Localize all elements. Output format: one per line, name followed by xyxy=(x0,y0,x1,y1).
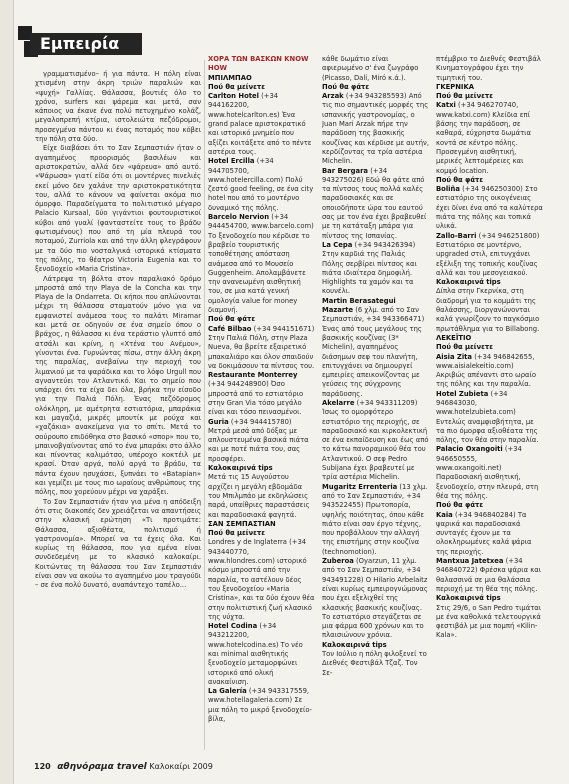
venue-description: (+34 946840722) Φρέσκα ψάρια και θαλασσινά σε μια θαλάσσια περιοχή με τη θέα της πόλης. xyxy=(436,557,542,593)
guide-entry xyxy=(436,604,544,641)
guide-entry xyxy=(436,176,544,185)
guide-entry xyxy=(322,83,429,92)
venue-description: (+34 946270740, www.katxi.com) Κλείδια επί βάσης την παράδοση, σε καθαρά, εύχρηστα δωμάτια κοντά σε κέντρο πόλης. Προσεγμένη αισθητική, μερικές λεπτομέρειες και κομψό location. xyxy=(436,101,531,175)
venue-description: (+34 946250300) Στο εστιατόριο της οικογένειας έχει δίνει ένα από τα καλύτερα πιάτα της πόλης και τοπικά υλικά. xyxy=(436,185,543,231)
guide-entry xyxy=(436,511,544,557)
guide-entry xyxy=(208,157,315,213)
venue-name: Hotel Zubieta xyxy=(436,389,489,398)
venue-description: (+34 946650555, www.oxangoiti.net) Παραδοσιακή αισθητική, ξενοδοχείο, στην πλευρά, στη θέα της πόλης. xyxy=(436,445,539,500)
venue-description: (13 χλμ. από το Σαν Σεμπαστιάν, +34 943522455) Πρωτοπορία, υψηλής ποιότητας, όπου κάθε πιάτο είναι σαν έργο τέχνης, που προβάλλουν την αλλαγή της επιστήμης στην κουζίνα (technomotion). xyxy=(322,482,428,556)
guide-entry xyxy=(322,641,429,650)
venue-description: Τον Ιούλιο η πόλη φιλοξενεί το Διεθνές Φεστιβάλ Τζαζ. Τον Σε- xyxy=(322,650,427,677)
venue-description: κάθε δωμάτιο είναι αφιερωμένο σ' ένα ζωγράφο (Picasso, Dalí, Miró κ.ά.). xyxy=(322,55,419,82)
guide-entry xyxy=(322,557,429,641)
venue-name: Kaia xyxy=(436,510,453,519)
venue-description: (+34 944415780) Μετρά μεσά από δόξας με απλουστευμένα βασικά πιάτα και με ποτέ πιάτα του, σας προσφέρει. xyxy=(208,417,309,463)
guide-entry xyxy=(208,520,315,529)
city-heading: ΓΚΕΡΝΙΚΑ xyxy=(436,82,474,91)
guide-entries xyxy=(322,55,429,678)
venue-description: (+34 946840284) Τα ψαρικά και παραδοσιακά συνταγές έχουν με τα ολοκληρωμένες καλά ψάρια της περιοχής. xyxy=(436,510,532,556)
guide-subheading: Πού θα φάτε xyxy=(322,82,370,91)
venue-name: Bar Bergara xyxy=(322,166,369,175)
venue-name: Mugaritz Errenteria xyxy=(322,482,398,491)
guide-entry xyxy=(436,557,544,594)
venue-name: Hotel Codina xyxy=(208,622,258,631)
venue-name: Aisia Zita xyxy=(436,352,473,361)
article-paragraph: Λάτρεψα τη βόλτα στον παραλιακό δρόμο μπροστά από την Playa de la Concha και την Playa de la Ondarreta. Οι κήποι που απλώνονται μέχρι τη θάλασσα σταματούν μόνο για να εμφανιστεί ανάμεσα τους το παλάτι Miramar και μετά σε οδηγούν σε ένα σημείο όπου ο βράχος, η θάλασσα κι ένα τεράστιο γλυπτό από ατσάλι και κρίνη, η «Χτένα του Ανέμου», γίνονται ένα. Γυρνώντας πίσω, στην άλλη άκρη της παραλίας, ανεβαίνω την περιοχή του λιμανιού με τα ψαράδικα και το λόφο Urgull που αγναντεύει τον Ατλαντικό. Και το σημείο που υπάρχει ότι τα είχα δει όλα, βρήκα την είσοδο για την Παλιά Πόλη. Ένας πεζόδρομος ολόκληρη, με αμέτρητα εστιατόρια, μπαράκια και μαγαζιά, μικρές μπουτίκ με ρούχα και «χαζάκια» ανακείμενα για το σπίτι. Μετά το σούρουπο επιδόθηκα στο βασικό «σπορ» που το, μπαινοβγαίνοντας από το ένα μπαράκι στο άλλο και πίνοντας καλιμότσο, υπέροχο κοκτέιλ με κρασί. Όταν αργά, πολύ αργά το βράδυ, τα πάντα έχουν ησυχάσει, ξυπνάει το «Batapian» και γεμίζει με τους πιο ωραίους ανθρώπους της πόλης, που χορεύουν μέχρι να χαράξει. xyxy=(35,274,201,497)
venue-description: (+34 946842655, www.aisialekeitio.com) Ακριβώς απέναντι στο ωραίο της πόλης και την παραλία. xyxy=(436,352,536,389)
guide-entry xyxy=(436,390,544,446)
guide-entry xyxy=(436,101,544,175)
venue-name: Mantxua Jatetxea xyxy=(436,557,504,566)
guide-entry xyxy=(322,297,429,399)
guide-subheading: Πού θα φάτε xyxy=(436,501,484,510)
venue-name: Akelarre xyxy=(322,398,355,407)
guide-entry xyxy=(322,650,429,678)
guide-entry xyxy=(208,92,315,157)
guide-entry xyxy=(208,622,315,687)
venue-description: (+34 946251800) Εστιατόριο σε μοντέρνο, upgraded στιλ, επιτυγχάνει εξέλιξη της τοπικής κουζίνας αλλά και του μεσογειακού. xyxy=(436,231,540,277)
venue-name: Hotel Ercilla xyxy=(208,157,255,166)
guide-subheading: Καλοκαιρινά tips xyxy=(208,464,273,473)
venue-name: Carlton Hotel xyxy=(208,92,259,101)
guide-entry xyxy=(208,473,315,519)
city-heading: ΜΠΙΛΜΠΑΟ xyxy=(208,73,252,82)
column-divider xyxy=(204,60,205,750)
guide-subheading: Καλοκαιρινά tips xyxy=(436,278,501,287)
venue-name: Katxi xyxy=(436,101,456,110)
guide-entry xyxy=(436,232,544,278)
guide-entry xyxy=(436,55,544,83)
venue-description: (+34 944151671) Στην Παλιά Πόλη, στην Plaza Nueva, θα βρείτε εξαιρετικό μπακαλιάρο και όλον σπαιδούν να δοκιμάσουν τα πίντσος του. xyxy=(208,324,315,370)
venue-description: (+34 943212200, www.hotelcodina.es) Το νέο και minimal αισθητικής ξενοδοχείο μεταμορφώνει ιστορικό από ολική ανακαίνιση. xyxy=(208,622,303,686)
city-heading: ΣΑΝ ΣΕΜΠΑΣΤΙΑΝ xyxy=(208,519,276,528)
venue-name: Zuberoa xyxy=(322,557,354,566)
venue-description: (+34 944162200, www.hotelcarlton.es) Ένα grand palace αριστοκρατικό και ιστορικό μνημείο που αξίζει κοιτάξετε από το πέντε αστέρια τους. xyxy=(208,92,312,156)
guide-title: ΧΟΡΑ ΤΩΝ ΒΑΣΚΩΝ KNOW HOW xyxy=(208,55,309,73)
venue-name: Guria xyxy=(208,417,229,426)
venue-description: (Oyarzun, 11 χλμ. από το Σαν Σεμπαστιάν, +34 943491228) Ο Hilario Arbelaitz είναι κυρίως εμπειρογνώμονας που έχει εξελιχθεί της κλασικής βασκικής κουζίνας. Το εστιατόριο στεγάζεται σε μια φάρμα 600 χρόνων και το πλαισιώνουν χρόνια. xyxy=(322,557,428,640)
guide-entry xyxy=(208,687,315,724)
section-title: Εμπειρία xyxy=(30,33,142,55)
guide-entry xyxy=(208,371,315,417)
guide-entry xyxy=(208,213,315,315)
venue-description: πτέμβριο το Διεθνές Φεστιβάλ Κινηματογράφου έχει την τιμητική του. xyxy=(436,55,541,82)
venue-description: (+34 943285593) Από τις πιο σημαντικές μορφές της ισπανικής γαστρονομίας, ο Juan Mari Arzak πήρε την παράδοση της βασκικής κουζίνας και κέρδισε με αυτήν, κερδίζοντας τα τρία αστέρια Michelin. xyxy=(322,92,429,166)
venue-description: (+34 944248900) Όσο μπροστά από το εστιατόριο στην Gran Via τόσο μεγάλο είναι και τόσο πεινασμένοι. xyxy=(208,380,304,417)
venue-name: Martin Berasategui Mazarte xyxy=(322,296,396,315)
guide-entry xyxy=(436,92,544,101)
guide-entry xyxy=(208,464,315,473)
guide-entry xyxy=(436,278,544,287)
guide-entries xyxy=(436,55,544,641)
guide-entry xyxy=(208,315,315,324)
guide-entry xyxy=(436,185,544,231)
guide-entries xyxy=(208,92,315,724)
guide-entry xyxy=(208,418,315,464)
guide-entry xyxy=(436,501,544,510)
guide-entry xyxy=(436,334,544,343)
venue-name: Zallo-Barri xyxy=(436,231,477,240)
guide-entry xyxy=(436,594,544,603)
page-edge-strip xyxy=(0,0,14,784)
venue-name: Arzak xyxy=(322,92,344,101)
venue-description: Londres y de Inglaterra (+34 943440770, www.hlondres.com) ιστορικό κόσμο μπροστά από την παραλία, το αστέλουν δέος του ξενοδοχείου «Maria Cristina», και τα δύο έχουν θέα στην πολιτιστική ζωή κλασικό της νύχτα. xyxy=(208,538,315,621)
venue-name: Restaurante Monterrey xyxy=(208,371,298,380)
guide-column-2 xyxy=(208,55,315,724)
guide-column-4 xyxy=(436,55,544,641)
guide-subheading: Πού θα φάτε xyxy=(208,315,256,324)
article-paragraph: Το Σαν Σεμπαστιάν ήταν για μένα η απόδειξη ότι στις διακοπές δεν χρειάζεται να απαντήσεις στην κλασική ερώτηση «Τι προτιμάτε: Θάλασσα, αξιοθέατα, πολιτισμό ή γαστρονομία». Μπορεί να τα έχεις όλα. Και κυρίως τη θάλασσα, που για εμένα είναι συνδεδεμένη με το κλασικό καλοκαίρι. Κοιτώντας τη θάλασσα του Σαν Σεμπαστιάν είναι σαν να ακούω το αγαπημένο μου τραγούδι – σε ένα πολύ δυνατό, αναπάντεχο ταπέλο... xyxy=(35,497,201,590)
venue-name: Barcelo Nervion xyxy=(208,213,270,222)
guide-column-3 xyxy=(322,55,429,678)
venue-name: La Galería xyxy=(208,687,247,696)
venue-description: Μετά τις 15 Αυγούστου αρχίζει η μεγάλη εβδομάδα του Μπιλμπάο με εκδηλώσεις παρά, υπαίθριες παραστάσεις και παραδοσιακά φαγητά. xyxy=(208,473,310,519)
guide-entry xyxy=(322,55,429,83)
guide-subheading: Πού θα μείνετε xyxy=(436,343,493,352)
guide-entry xyxy=(436,343,544,352)
venue-description: (+34 943426394) Στην καρδιά της Παλιάς Πόλης σερβίρει πίντσος και πιάτα ιδιαίτερα δημοφιλή. Highlights τα χαμόν και τα κουνέλι. xyxy=(322,240,417,296)
venue-description: (+34 943275026) Εδώ θα φάτε από τα πίντσος τους πολλά καλές παραδοσιακές και σε οποιοδήποτε ώρα του εαυτού σας με τον ένα έχει βραβευθεί με τη κατάταξη μπάρα για πίντσος της Ισπανίας. xyxy=(322,166,427,240)
guide-entry xyxy=(322,167,429,241)
guide-entry xyxy=(322,399,429,483)
venue-description: (+34 946843030, www.hotelzubieta.com) Εντελώς αναμφισβήτητα, με τα πιο όμορφα αξιοθέατα της πόλης, τον θέα στην παραλία. xyxy=(436,389,539,445)
magazine-name: αθηνόραμα travel xyxy=(57,762,147,772)
venue-description: Στις 29/6, ο San Pedro τιμάται με ένα καθολικά τελετουργικά φεστιβάλ με μια πομπή «Kilin-Kala». xyxy=(436,603,542,640)
stay-heading: Πού θα μείνετε xyxy=(208,82,265,91)
guide-entry xyxy=(208,325,315,371)
article-paragraph: Είχε διαβάσει ότι το Σαν Σεμπαστιάν ήταν ο αγαπημένος προορισμός βασιλέων και αριστοκρατών, αλλά δεν «ψάρευα» από αυτό. «Ψάρωσα» γιατί είδα ότι οι μοντέρνες πινελιές εκεί μόνο δεν χαλάνε την αριστοκρατικότητα του, αλλά το κάνουν να φαίνεται ακόμα πιο όμορφο. Παραδείγματα το πολιτιστικό μέγαρο Palacio Kursaal, δύο γιγάντιοι φουτουριστικοί κύβοι από γυαλί (φανταστείτε τους το βράδυ φωτισμένους) που από τη μία πλευρά του ποταμού, Zurriola και από την άλλη φλεγράφουν με τα δύο πιο νοσταλγικά ιστορικά κτίσματα της πόλης, το θέατρο Victoria Eugenia και το ξενοδοχείο «Maria Cristina». xyxy=(35,144,201,274)
guide-subheading: Πού θα μείνετε xyxy=(208,529,265,538)
page-number: 120 xyxy=(34,762,51,771)
guide-entry xyxy=(208,538,315,622)
page-footer xyxy=(34,760,213,774)
venue-name: La Cepa xyxy=(322,240,353,249)
guide-entry xyxy=(436,353,544,390)
venue-description: (+34 943311209) Ίσως το ομορφότερο εστιατόριο της περιοχής, σε παραδοσιακό και κιρκολεκτική σε ένα εκπαίδευση και έως από το κάτω πανοραμικού θέα του Ατλαντικού. Ο σεφ Pedro Subijana έχει βραβευτεί με τρία αστέρια Michelin. xyxy=(322,398,429,482)
city-heading: ΛΕΚΕΪΤΙΟ xyxy=(436,333,472,342)
guide-subheading: Καλοκαιρινά tips xyxy=(322,640,387,649)
venue-description: (+34 944705700, www.hotelercilla.com) Πολύ ζεστό good feeling, σε ένα city hotel που από το μοντέρνο δυναμικό της πόλης. xyxy=(208,157,314,212)
guide-entry xyxy=(322,92,429,166)
guide-entry xyxy=(436,83,544,92)
venue-description: (+34 943317559, www.hotellagaleria.com) Σε μια πόλη το μικρό ξενοδοχείο-βίλα, xyxy=(208,687,312,724)
guide-entry xyxy=(208,529,315,538)
venue-name: Café Bilbao xyxy=(208,324,252,333)
guide-entry xyxy=(322,241,429,297)
guide-subheading: Καλοκαιρινά tips xyxy=(436,594,501,603)
guide-entry xyxy=(322,483,429,557)
venue-description: (6 χλμ. από το Σαν Σεμπαστιάν, +34 943366471) Ένας από τους μεγάλους της βασκικής κουζίνας (3* Michelin), αγαπημένος διάσημων σεφ του πλανήτη, επιτυγχάνει να δημιουργεί εμπειρίες απεικονίζοντας με γεύσεις της σύγχρονης παράδοσης. xyxy=(322,306,425,398)
guide-subheading: Πού θα μείνετε xyxy=(436,92,493,101)
guide-subheading: Πού θα φάτε xyxy=(436,175,484,184)
guide-entry xyxy=(436,287,544,333)
issue-label: Καλοκαίρι 2009 xyxy=(149,762,213,771)
article-column-1 xyxy=(35,70,201,591)
guide-entry xyxy=(436,445,544,501)
venue-name: Boliña xyxy=(436,185,460,194)
venue-description: Δίπλα στην Γκερνίκα, στη διαδρομή για το κομμάτι της θαλάσσης, διοργανώνονται καλά γνωρίζουν το παγκόσμιο πρωτάθλημα για το Billabong. xyxy=(436,287,540,333)
article-paragraph: γραμματισμένο– ή για πάντα. Η πόλη είναι χτισμένη στην άκρη τριών παραλιών και «ψυχή» Γαλλίας. Θάλασσα, βουτιές όλο το χρόνο, surfers και ψάρεμα και μετά, σαν κάποιος να έκανε ένα πολύ πετυχημένο κολάζ, μεγαλοπρεπή κτίρια, ιστολειώτα πεζόδρομοι, προσεγμένα πάντου κι ένας ποταμός που κόβει την πόλη στα δύο. xyxy=(35,70,201,144)
venue-name: Palacio Oxangoiti xyxy=(436,445,503,454)
venue-description: (+34 944454700, www.barcelo.com) Το ξενοδοχείο που κέρδισε το βραβείο τουριστικής τοποθέτησης απόσταση ανάμεσα από το Μουσείο Guggenheim. Απολαμβάνετε την ανανεωμένη αισθητική του, σε μια κατά γενική ομολογία value for money διαμονή. xyxy=(208,213,314,315)
